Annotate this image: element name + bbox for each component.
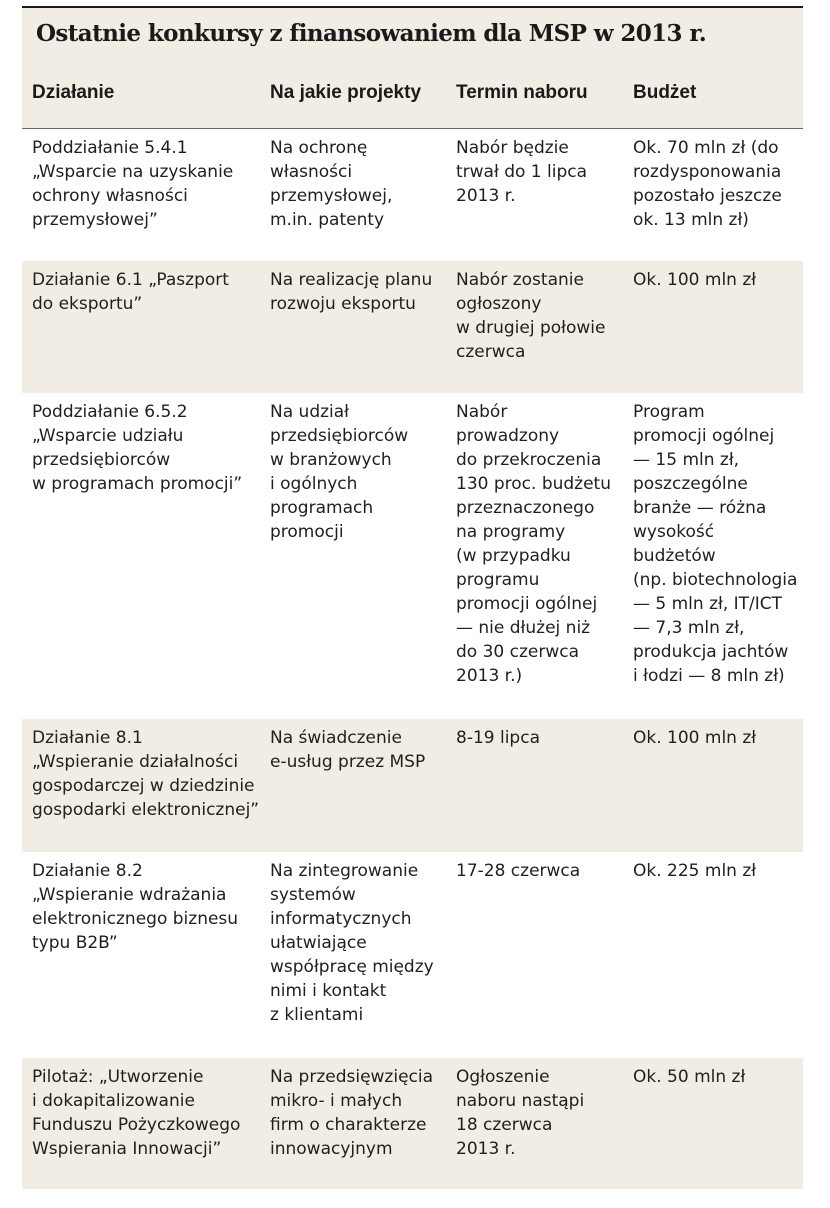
table-row	[22, 852, 803, 1058]
cell-projekty: Na przedsięwzięcia mikro- i małych firm o charakterze innowacyjnym	[270, 1067, 434, 1159]
table-title: Ostatnie konkursy z finansowaniem dla MSP w 2013 r.	[36, 20, 707, 47]
cell-budzet: Ok. 225 mln zł	[633, 861, 757, 881]
table-header-area	[22, 8, 803, 128]
cell-termin: 8-19 lipca	[456, 728, 540, 748]
cell-termin: Nabór będzie trwał do 1 lipca 2013 r.	[456, 138, 588, 206]
cell-projekty: Na udział przedsiębiorców w branżowych i ogólnych programach promocji	[270, 402, 409, 542]
table-row	[22, 261, 803, 393]
cell-dzialanie: Działanie 8.1 „Wspieranie działalności gospodarczej w dziedzinie gospodarki elektronicznej”	[32, 728, 260, 820]
cell-projekty: Na realizację planu rozwoju eksportu	[270, 270, 433, 314]
cell-dzialanie: Pilotaż: „Utworzenie i dokapitalizowanie Funduszu Pożyczkowego Wspierania Innowacji”	[32, 1067, 241, 1159]
cell-dzialanie: Poddziałanie 5.4.1 „Wsparcie na uzyskanie ochrony własności przemysłowej”	[32, 138, 234, 230]
table-row	[22, 1058, 803, 1189]
cell-termin: Ogłoszenie naboru nastąpi 18 czerwca 2013 r.	[456, 1067, 585, 1159]
header-termin: Termin naboru	[456, 82, 588, 103]
table-row	[22, 719, 803, 852]
cell-dzialanie: Działanie 8.2 „Wspieranie wdrażania elektronicznego biznesu typu B2B”	[32, 861, 239, 953]
header-dzialanie: Działanie	[32, 82, 115, 103]
cell-budzet: Ok. 100 mln zł	[633, 728, 757, 748]
header-projekty: Na jakie projekty	[270, 82, 422, 103]
cell-termin: 17-28 czerwca	[456, 861, 581, 881]
table-row	[22, 129, 803, 261]
cell-projekty: Na zintegrowanie systemów informatycznych ułatwiające współpracę między nimi i kontakt z klientami	[270, 861, 434, 1025]
cell-termin: Nabór zostanie ogłoszony w drugiej połowie czerwca	[456, 270, 606, 362]
cell-dzialanie: Działanie 6.1 „Paszport do eksportu”	[32, 270, 229, 314]
cell-budzet: Ok. 70 mln zł (do rozdysponowania pozostało jeszcze ok. 13 mln zł)	[633, 138, 782, 230]
funding-table	[22, 6, 803, 1189]
cell-projekty: Na świadczenie e-usług przez MSP	[270, 728, 426, 772]
header-budzet: Budżet	[633, 82, 697, 103]
table-row	[22, 393, 803, 719]
cell-budzet: Ok. 100 mln zł	[633, 270, 757, 290]
cell-budzet: Ok. 50 mln zł	[633, 1067, 746, 1087]
cell-projekty: Na ochronę własności przemysłowej, m.in. patenty	[270, 138, 393, 230]
cell-dzialanie: Poddziałanie 6.5.2 „Wsparcie udziału przedsiębiorców w programach promocji”	[32, 402, 243, 494]
cell-budzet: Program promocji ogólnej — 15 mln zł, poszczególne branże — różna wysokość budżetów (np. biotechnologia — 5 mln zł, IT/ICT — 7,3 mln zł, produkcja jachtów i łodzi — 8 mln zł)	[633, 402, 798, 686]
cell-termin: Nabór prowadzony do przekroczenia 130 proc. budżetu przeznaczonego na programy (w przypadku programu promocji ogólnej — nie dłużej niż do 30 czerwca 2013 r.)	[456, 402, 611, 686]
